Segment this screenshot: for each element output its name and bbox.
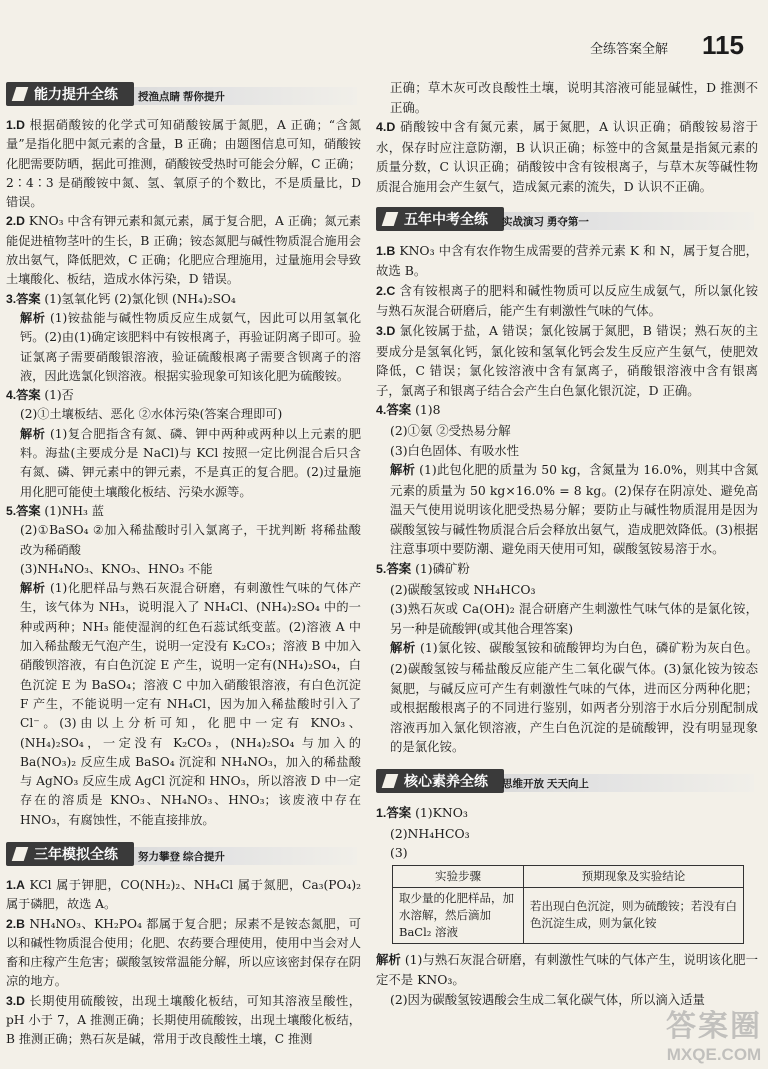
answer-paragraph xyxy=(6,992,361,1050)
section-banner-exam xyxy=(376,207,758,233)
answer-paragraph xyxy=(376,580,758,600)
answer-text: 根据硝酸铵的化学式可知硝酸铵属于氮肥，A 正确；“含氮量”是指化肥中氮元素的含量，B 正确；由题图信息可知，硝酸铵化肥需要防晒，据此可推测，硝酸铵受热时可能会分解，C 正确；2∶4∶3 是硝酸铵中氮、氢、氧原子的个数比，不是质量比，D 错误。 xyxy=(6,118,361,210)
answer-text: (1)与熟石灰混合研磨，有刺激性气味的气体产生，说明该化肥一定不是 KNO₃。 xyxy=(376,951,758,988)
answer-text: (1)铵盐能与碱性物质反应生成氨气，因此可以用氢氧化钙。(2)由(1)确定该肥料中有铵根离子，再验证阴离子即可。验证氯离子需要硝酸银溶液，验证硫酸根离子需要含钡离子的溶液，因此选氯化钡溶液。根据实验现象可知该化肥为硫酸铵。 xyxy=(20,310,362,383)
answer-text: NH₄NO₃、KH₂PO₄ 都属于复合肥；尿素不是铵态氮肥，可以和碱性物质混合使用；化肥、农药要合理使用，使用中当会对人畜和庄稼产生危害；碳酸氢铵常温能分解，所以应该密封保存在阴凉的地方。 xyxy=(6,916,361,989)
answer-paragraph xyxy=(6,425,361,502)
answer-text: (2)①氨 ②受热易分解 xyxy=(390,422,511,438)
watermark-line1: 答案圈 xyxy=(666,1010,762,1043)
page-number: 115 xyxy=(702,30,744,60)
section-title: 能力提升全练 xyxy=(6,82,134,106)
answer-key: 解析 xyxy=(376,952,401,967)
answer-text: (1)否 xyxy=(40,388,74,403)
table-header: 预期现象及实验结论 xyxy=(524,865,744,887)
answer-key: 1.A xyxy=(6,877,25,892)
answer-key: 2.C xyxy=(376,283,396,298)
answer-text: 含有铵根离子的肥料和碱性物质可以反应生成氨气，所以氯化铵与熟石灰混合研磨后，能产生有刺激性气味的气体。 xyxy=(376,282,758,319)
answer-text: 氯化铵属于盐，A 错误；氯化铵属于氮肥，B 错误；熟石灰的主要成分是氢氧化钙，氯化铵和氢氧化钙会发生反应产生氨气，使肥效降低，C 错误；氯化铵溶液中含有氯离子，硝酸银溶液中含有银离子，氯离子和银离子结合会产生白色氯化银沉淀，D 正确。 xyxy=(376,322,758,398)
answer-key: 4.D xyxy=(376,120,396,135)
answer-paragraph xyxy=(6,579,361,830)
answer-paragraph xyxy=(376,599,758,638)
answer-text: (3) xyxy=(390,845,408,861)
section-banner-core xyxy=(376,769,758,795)
answer-key: 3.D xyxy=(376,323,396,338)
watermark xyxy=(666,1001,762,1065)
section-subtitle: 授渔点睛 帮你提升 xyxy=(138,91,225,103)
answer-text: (2)①土壤板结、恶化 ②水体污染(答案合理即可) xyxy=(20,407,283,422)
answer-text: (2)NH₄HCO₃ xyxy=(390,825,470,841)
answer-paragraph xyxy=(6,405,361,424)
answer-key: 1.答案 xyxy=(376,806,412,820)
answer-text: (3)熟石灰或 Ca(OH)₂ 混合研磨产生刺激性气味气体的是氯化铵，另一种是硫酸钾(或其他合理答案) xyxy=(390,601,758,636)
table-header: 实验步骤 xyxy=(393,865,524,887)
answer-text: 正确；草木灰可改良酸性土壤，说明其溶液可能显碱性，D 推测不正确。 xyxy=(390,80,758,115)
answer-paragraph xyxy=(376,421,758,441)
answer-text: (1)磷矿粉 xyxy=(411,561,470,577)
answer-paragraph xyxy=(6,502,361,521)
answer-key: 解析 xyxy=(20,426,46,441)
answer-paragraph xyxy=(6,212,361,289)
answer-key: 解析 xyxy=(390,641,416,656)
answer-text: (1)8 xyxy=(411,402,441,418)
section-subtitle: 努力攀登 综合提升 xyxy=(138,850,225,863)
header-title: 全练答案全解 xyxy=(590,41,669,56)
answer-text: 长期使用硫酸铵，出现土壤酸化板结，可知其溶液呈酸性，pH 小于 7，A 推测正确；长期使用硫酸铵，出现土壤酸化板结，B 推测正确；熟石灰是碱，常用于改良酸性土壤，C 推测 xyxy=(6,993,361,1047)
answer-key: 解析 xyxy=(390,463,416,478)
answer-text: KCl 属于钾肥，CO(NH₂)₂、NH₄Cl 属于氮肥，Ca₃(PO₄)₂ 属于磷肥，故选 A。 xyxy=(6,877,361,912)
answer-text: 硝酸铵中含有氮元素，属于氮肥，A 认识正确；硝酸铵易溶于水，保存时应注意防潮，B 认识正确；标签中的含氮量是指氮元素的质量分数，C 认识正确；硝酸铵中含有铵根离子，与草木灰等碱性物质混合施用会产生氨气，造成氮元素的流失，D 认识不正确。 xyxy=(376,119,758,194)
answer-key: 2.B xyxy=(6,916,25,931)
answer-paragraph xyxy=(376,321,758,400)
answer-key: 2.D xyxy=(6,214,25,229)
answer-key: 4.答案 xyxy=(376,403,412,418)
section-title: 核心素养全练 xyxy=(376,769,504,793)
answer-paragraph xyxy=(376,824,758,844)
right-column xyxy=(376,78,758,1010)
answer-text: (1)复合肥指含有氮、磷、钾中两种或两种以上元素的肥料。海盐(主要成分是 NaCl)与 KCl 按照一定比例混合后只含有氮、磷、钾元素中的钾元素，不是真正的复合肥。(2)过量施用化肥可能使土壤酸化板结、污染水源等。 xyxy=(20,426,362,499)
answer-paragraph xyxy=(376,241,758,281)
answer-key: 1.B xyxy=(376,243,396,258)
answer-text: (1)氢氧化钙 (2)氯化钡 (NH₄)₂SO₄ xyxy=(40,291,236,306)
answer-key: 3.答案 xyxy=(6,291,41,306)
table-cell: 取少量的化肥样品，加水溶解，然后滴加 BaCl₂ 溶液 xyxy=(393,887,524,943)
answer-text: KNO₃ 中含有农作物生成需要的营养元素 K 和 N，属于复合肥，故选 B。 xyxy=(376,242,758,279)
answer-paragraph xyxy=(6,386,361,405)
answer-paragraph xyxy=(376,281,758,321)
answer-paragraph xyxy=(376,117,758,196)
answer-key: 解析 xyxy=(20,310,46,325)
answer-paragraph xyxy=(6,560,361,579)
answer-key: 5.答案 xyxy=(6,503,41,518)
answer-paragraph xyxy=(376,843,758,863)
experiment-table xyxy=(392,865,744,944)
watermark-line2: MXQE.COM xyxy=(666,1045,762,1064)
answer-paragraph xyxy=(6,915,361,992)
left-column xyxy=(6,78,361,1050)
section-banner-ability xyxy=(6,82,361,108)
answer-key: 1.D xyxy=(6,118,25,132)
answer-key: 4.答案 xyxy=(6,388,41,403)
section-subtitle: 实战演习 勇夺第一 xyxy=(502,215,589,228)
section-banner-mock xyxy=(6,842,361,868)
table-cell: 若出现白色沉淀，则为硫酸铵；若没有白色沉淀生成，则为氯化铵 xyxy=(524,887,744,943)
answer-key: 3.D xyxy=(6,993,25,1008)
answer-paragraph xyxy=(376,950,758,990)
page-header xyxy=(590,30,760,66)
answer-paragraph xyxy=(376,78,758,117)
answer-key: 解析 xyxy=(20,581,46,596)
answer-text: (1)KNO₃ xyxy=(411,805,468,820)
answer-text: (2)因为碳酸氢铵遇酸会生成二氧化碳气体，所以滴入适量 xyxy=(390,991,705,1007)
answer-text: (3)NH₄NO₃、KNO₃、HNO₃ 不能 xyxy=(20,561,213,576)
answer-text: (1)化肥样品与熟石灰混合研磨，有刺激性气味的气体产生，该气体为 NH₃，说明混入了 NH₄Cl、(NH₄)₂SO₄ 中的一种或两种；NH₃ 能使湿润的红色石蕊试纸变蓝。(2)溶液 A 中加入稀盐酸无气泡产生，说明一定没有 K₂CO₃；溶液 B 中加入硝酸钡溶液，有白色沉淀 E 产生，说明一定有(NH₄)₂SO₄，白色沉淀 E 为 BaSO₄；溶液 C 中加入硝酸银溶液，有白色沉淀 F 产生，不能说明一定有 NH₄Cl，因为加入稀盐酸时引入了 Cl⁻。(3)由以上分析可知，化肥中一定有 KNO₃、(NH₄)₂SO₄，一定没有 K₂CO₃，(NH₄)₂SO₄ 与加入的 Ba(NO₃)₂ 反应生成 BaSO₄ 沉淀和 NH₄NO₃，加入的稀盐酸与 AgNO₃ 反应生成 AgCl 沉淀和 HNO₃，所以溶液 D 中一定存在的溶质是 KNO₃、NH₄NO₃、HNO₃；该废液中存在 HNO₃，有腐蚀性，不能直接排放。 xyxy=(20,581,362,827)
answer-paragraph xyxy=(376,460,758,559)
answer-paragraph xyxy=(376,400,758,421)
answer-paragraph xyxy=(376,638,758,757)
answer-paragraph xyxy=(6,521,361,560)
section-title: 三年模拟全练 xyxy=(6,842,134,866)
answer-text: (2)碳酸氢铵或 NH₄HCO₃ xyxy=(390,581,536,597)
answer-paragraph xyxy=(376,803,758,824)
answer-paragraph xyxy=(376,559,758,580)
answer-paragraph xyxy=(376,441,758,461)
section-subtitle: 思维开放 天天向上 xyxy=(502,778,589,790)
answer-text: (3)白色固体、有吸水性 xyxy=(390,442,520,458)
answer-text: (1)NH₃ 蓝 xyxy=(40,503,104,518)
answer-text: (1)此包化肥的质量为 50 kg，含氮量为 16.0%，则其中含氮元素的质量为 50 kg×16.0% = 8 kg。(2)保存在阴凉处、避免高温天气使用说明该化肥受热易分解；要防止与碱性物质混用是因为碳酸氢铵与碱性物质混合后会释放出氨气，造成肥效降低。(3)根据注意事项中要防潮、避免雨天使用可知，碳酸氢铵易溶于水。 xyxy=(390,462,759,557)
answer-key: 5.答案 xyxy=(376,562,412,577)
answer-text: (1)氯化铵、碳酸氢铵和硫酸钾均为白色，磷矿粉为灰白色。(2)碳酸氢铵与稀盐酸反应能产生二氧化碳气体。(3)氯化铵为铵态氮肥，与碱反应可产生有刺激性气味的气体，进而区分两种化肥；或根据酸根离子的不同进行鉴别，如两者分别溶于水后分别配制成溶液再加入氯化钡溶液，产生白色沉淀的是硫酸钾，没有明显现象的是氯化铵。 xyxy=(390,640,758,755)
section-title: 五年中考全练 xyxy=(376,207,504,231)
answer-paragraph xyxy=(6,116,361,212)
answer-paragraph xyxy=(6,309,361,386)
answer-text: (2)①BaSO₄ ②加入稀盐酸时引入氯离子，干扰判断 将稀盐酸改为稀硝酸 xyxy=(20,523,361,557)
answer-paragraph xyxy=(6,876,361,915)
answer-text: KNO₃ 中含有钾元素和氮元素，属于复合肥，A 正确；氮元素能促进植物茎叶的生长，B 正确；铵态氮肥与碱性物质混合施用会放出氨气，降低肥效，C 正确；化肥应合理施用，过量施用会导致土壤酸化、板结，造成水体污染，D 错误。 xyxy=(6,214,361,287)
answer-paragraph xyxy=(6,290,361,309)
